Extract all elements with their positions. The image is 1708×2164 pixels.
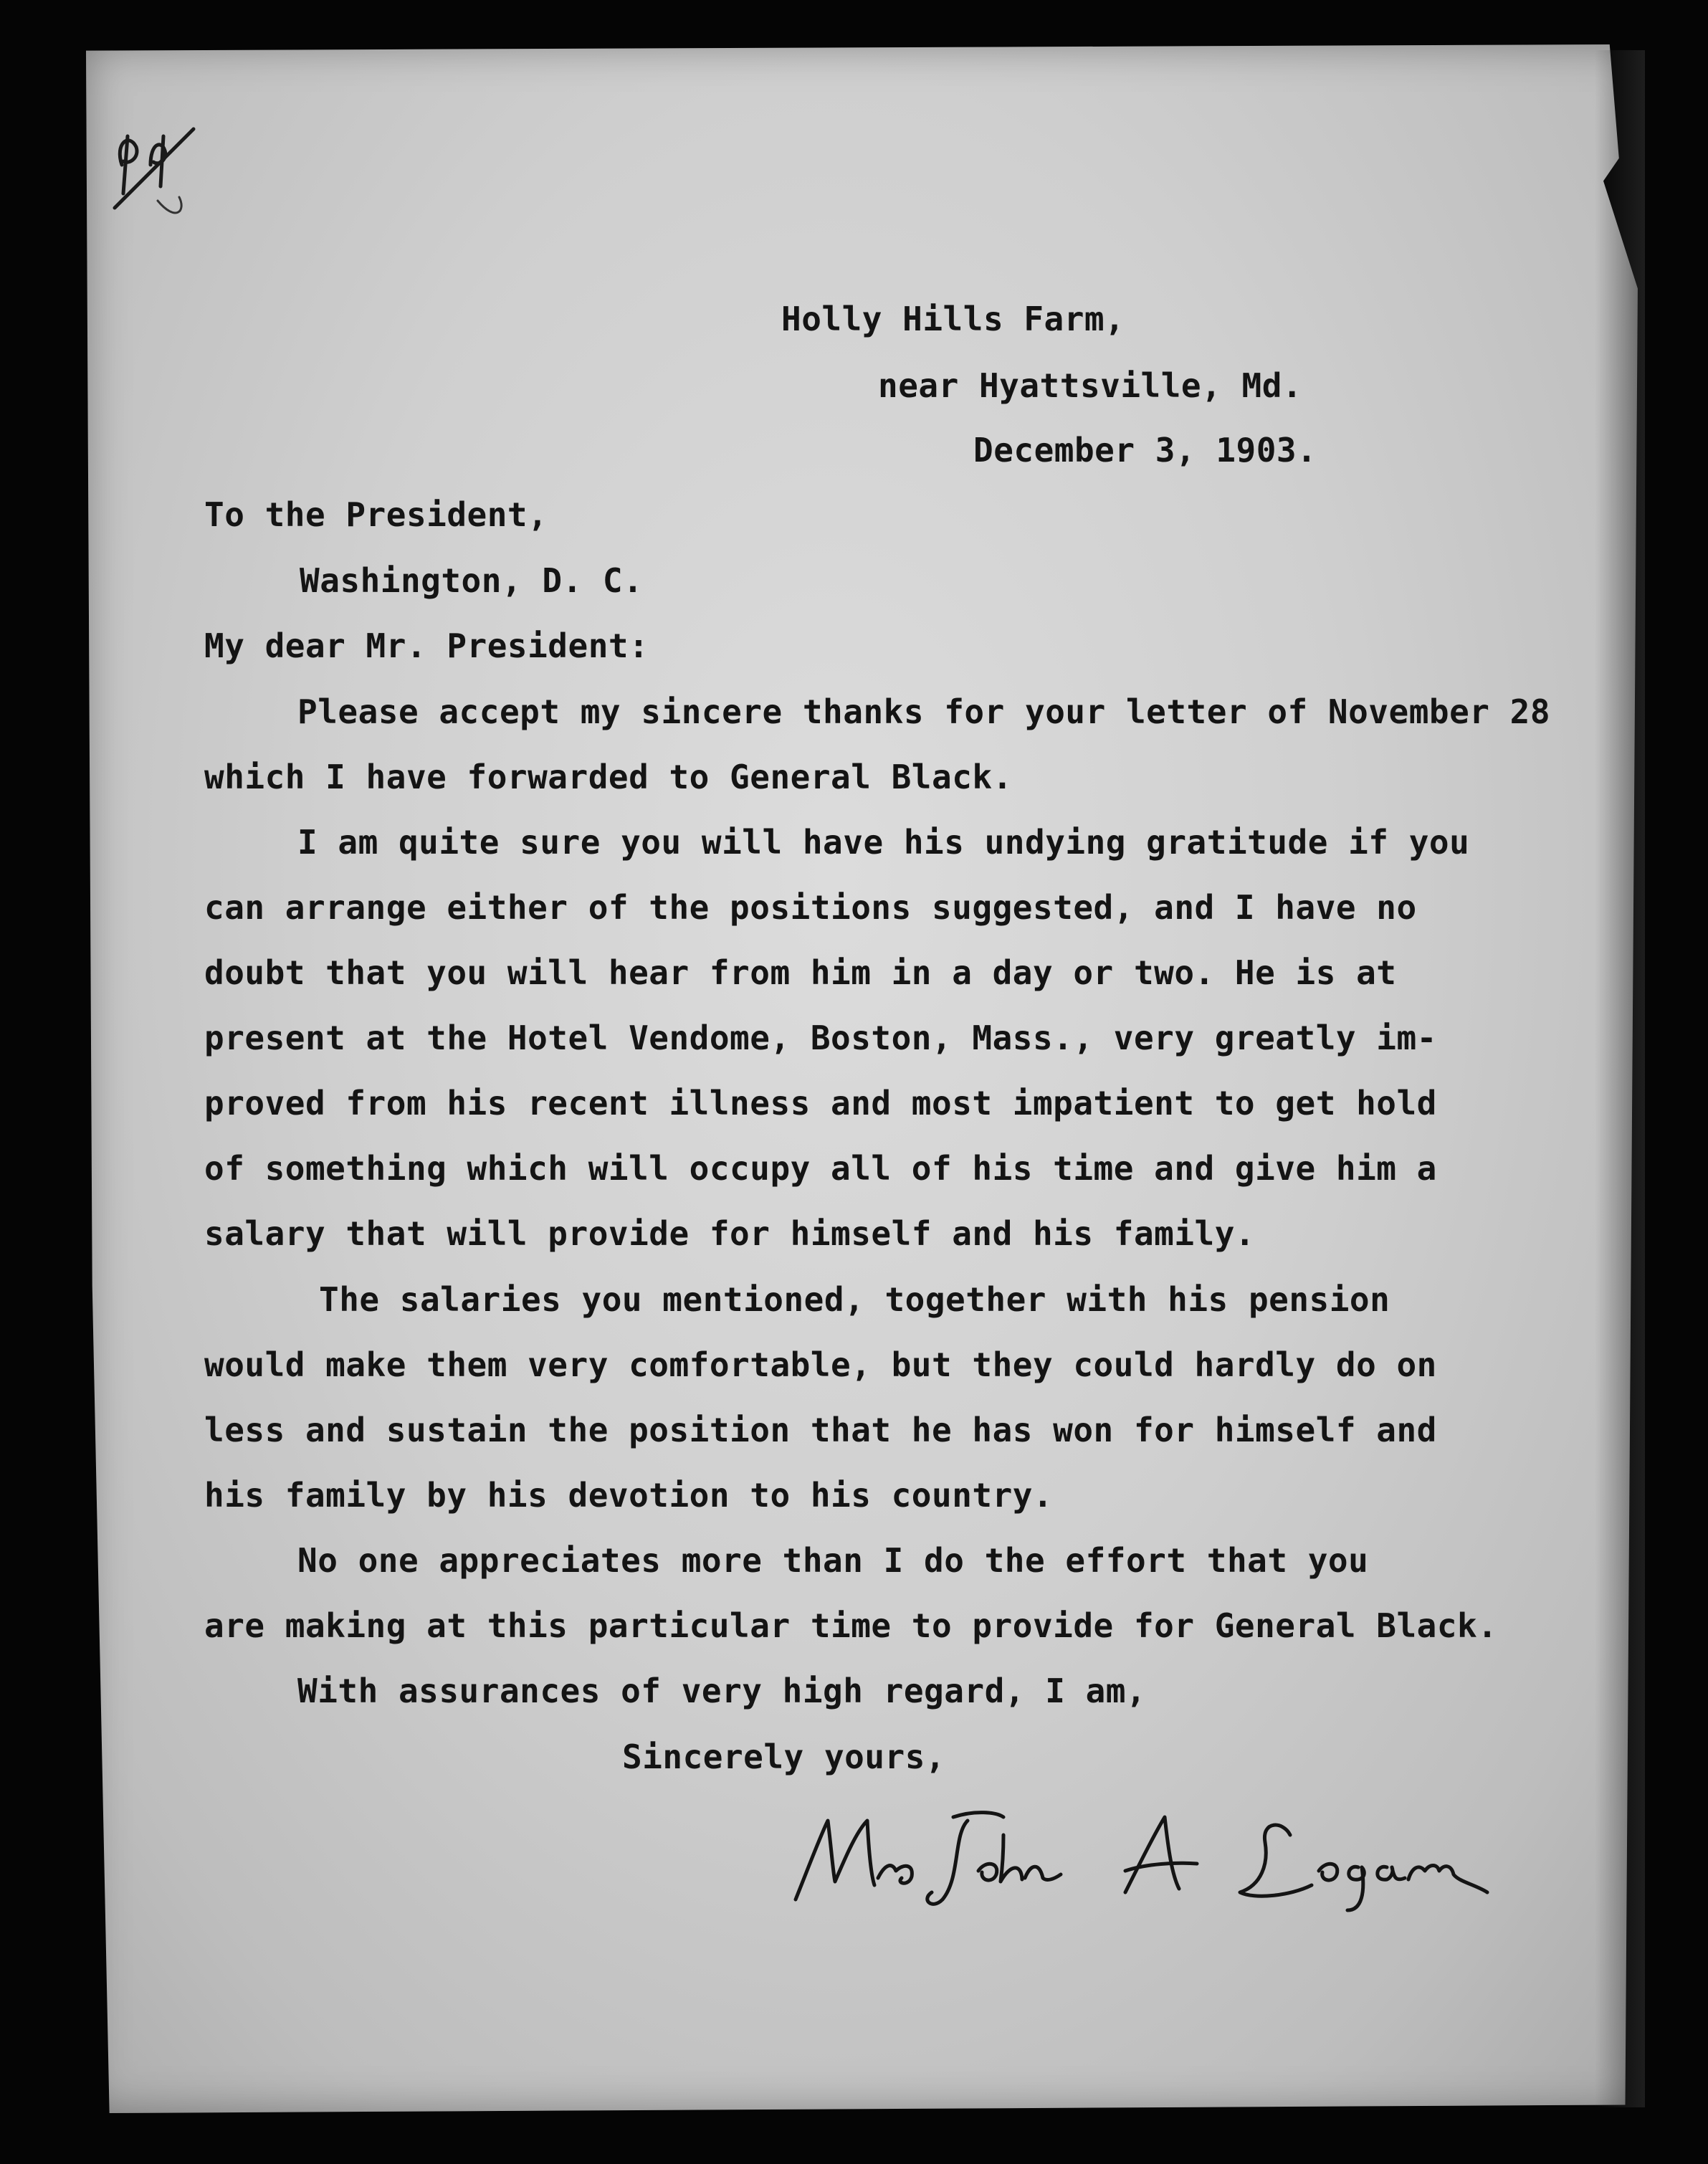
body-line: proved from his recent illness and most impatient to get hold <box>204 1084 1437 1122</box>
closing: Sincerely yours, <box>622 1738 946 1776</box>
body-line: I am quite sure you will have his undying gratitude if you <box>297 823 1470 862</box>
handwritten-annotation <box>108 115 201 222</box>
body-line: The salaries you mentioned, together with his pension <box>319 1280 1390 1319</box>
body-line: his family by his devotion to his country. <box>204 1476 1054 1515</box>
signature <box>788 1792 1498 1914</box>
body-line: With assurances of very high regard, I am, <box>297 1672 1147 1710</box>
address-line-1: To the President, <box>204 495 548 534</box>
body-line: of something which will occupy all of his time and give him a <box>204 1149 1437 1188</box>
salutation: My dear Mr. President: <box>204 626 649 665</box>
letterhead-line-1: Holly Hills Farm, <box>781 300 1125 338</box>
body-line: would make them very comfortable, but they could hardly do on <box>204 1345 1437 1384</box>
body-line: less and sustain the position that he has won for himself and <box>204 1411 1437 1449</box>
address-line-2: Washington, D. C. <box>300 561 644 600</box>
letter-date: December 3, 1903. <box>973 431 1317 469</box>
letterhead-line-2: near Hyattsville, Md. <box>878 366 1303 405</box>
body-line: present at the Hotel Vendome, Boston, Mass., very greatly im- <box>204 1019 1437 1057</box>
body-line: Please accept my sincere thanks for your letter of November 28 <box>297 692 1551 731</box>
body-line: doubt that you will hear from him in a day or two. He is at <box>204 953 1397 992</box>
body-line: are making at this particular time to provide for General Black. <box>204 1606 1498 1645</box>
body-line: which I have forwarded to General Black. <box>204 758 1013 796</box>
body-line: No one appreciates more than I do the effort that you <box>297 1541 1369 1580</box>
page-edge-shadow <box>1595 50 1645 2107</box>
body-line: salary that will provide for himself and his family. <box>204 1214 1256 1253</box>
body-line: can arrange either of the positions suggested, and I have no <box>204 888 1417 927</box>
